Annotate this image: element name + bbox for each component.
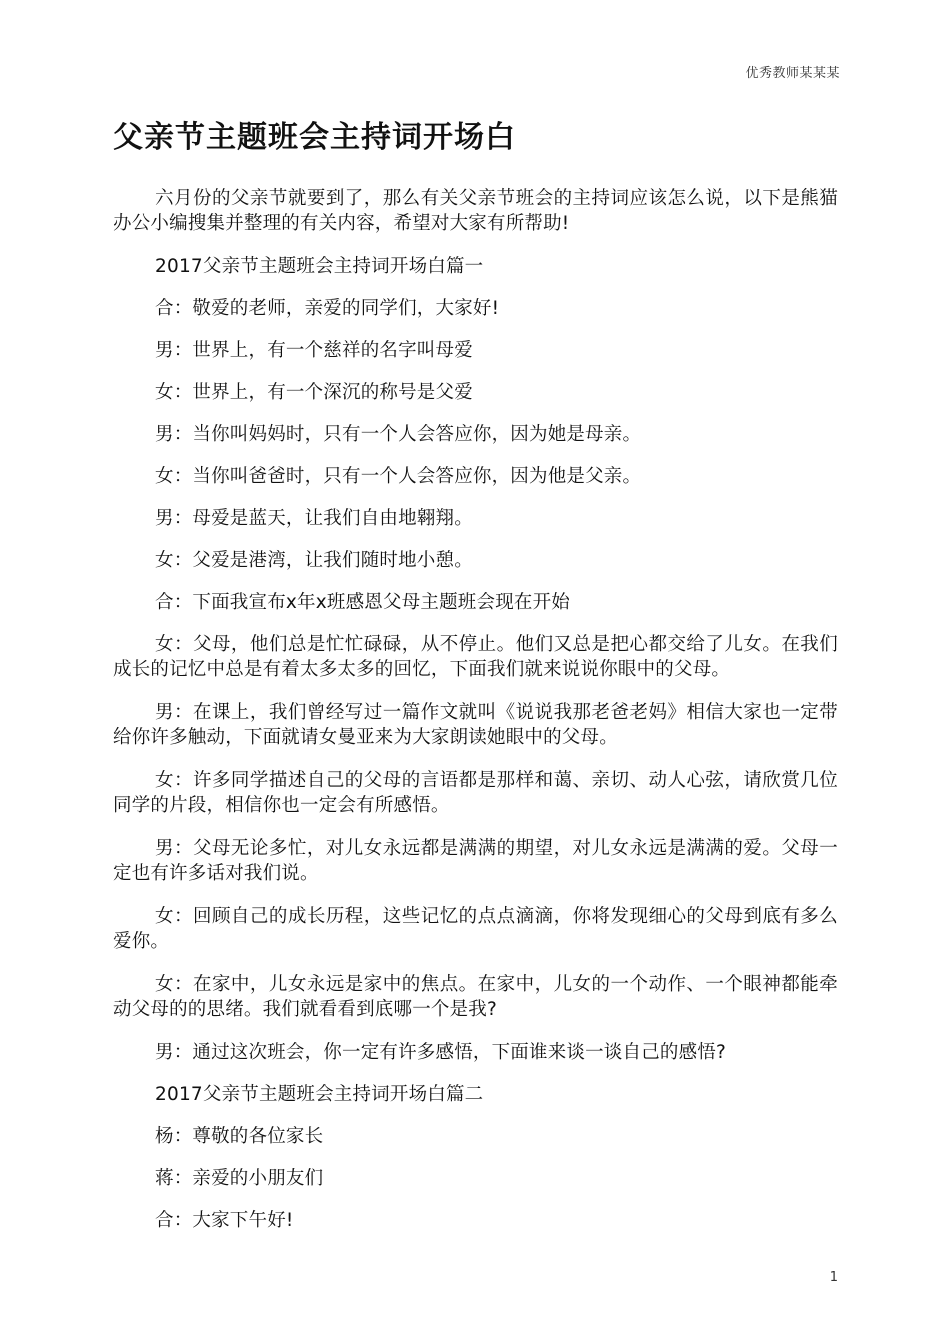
script-line: 女：父母，他们总是忙忙碌碌，从不停止。他们又总是把心都交给了儿女。在我们成长的记忆中总是有着太多太多的回忆，下面我们就来说说你眼中的父母。 (113, 634, 838, 680)
script-line: 合：大家下午好! (155, 1210, 294, 1231)
script-line: 男：在课上，我们曾经写过一篇作文就叫《说说我那老爸老妈》相信大家也一定带给你许多触动，下面就请女曼亚来为大家朗读她眼中的父母。 (113, 702, 838, 748)
script-line: 男：世界上，有一个慈祥的名字叫母爱 (155, 340, 473, 361)
script-line: 男：当你叫妈妈时，只有一个人会答应你，因为她是母亲。 (155, 424, 642, 445)
script-line: 男：父母无论多忙，对儿女永远都是满满的期望，对儿女永远是满满的爱。父母一定也有许多话对我们说。 (113, 838, 838, 884)
section-heading-1: 2017父亲节主题班会主持词开场白篇一 (155, 256, 484, 277)
intro-paragraph: 六月份的父亲节就要到了，那么有关父亲节班会的主持词应该怎么说，以下是熊猫办公小编搜集并整理的有关内容，希望对大家有所帮助! (113, 188, 838, 234)
script-line: 男：通过这次班会，你一定有许多感悟，下面谁来谈一谈自己的感悟? (155, 1042, 727, 1063)
script-line: 女：许多同学描述自己的父母的言语都是那样和蔼、亲切、动人心弦，请欣赏几位同学的片段，相信你也一定会有所感悟。 (113, 770, 838, 816)
script-line: 女：当你叫爸爸时，只有一个人会答应你，因为他是父亲。 (155, 466, 642, 487)
script-line: 女：在家中，儿女永远是家中的焦点。在家中，儿女的一个动作、一个眼神都能牵动父母的的思绪。我们就看看到底哪一个是我? (113, 974, 838, 1020)
script-line: 女：世界上，有一个深沉的称号是父爱 (155, 382, 473, 403)
section-heading-2: 2017父亲节主题班会主持词开场白篇二 (155, 1084, 484, 1105)
script-line: 合：下面我宣布x年x班感恩父母主题班会现在开始 (155, 592, 570, 613)
script-line: 男：母爱是蓝天，让我们自由地翱翔。 (155, 508, 473, 529)
script-line: 合：敬爱的老师，亲爱的同学们，大家好! (155, 298, 500, 319)
page-number: 1 (829, 1270, 838, 1285)
document-body (113, 186, 838, 1250)
script-line: 蒋：亲爱的小朋友们 (155, 1168, 324, 1189)
header-note: 优秀教师某某某 (745, 66, 840, 81)
script-line: 杨：尊敬的各位家长 (155, 1126, 324, 1147)
script-line: 女：父爱是港湾，让我们随时地小憩。 (155, 550, 473, 571)
document-title: 父亲节主题班会主持词开场白 (113, 120, 516, 155)
script-line: 女：回顾自己的成长历程，这些记忆的点点滴滴，你将发现细心的父母到底有多么爱你。 (113, 906, 838, 952)
